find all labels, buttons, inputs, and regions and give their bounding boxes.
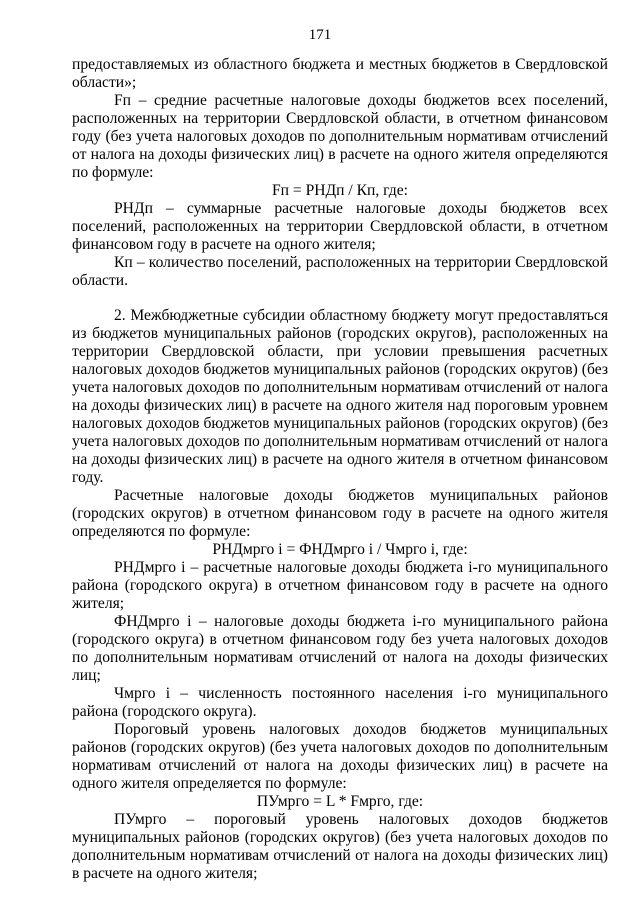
- paragraph-rndp-definition: РНДп – суммарные расчетные налоговые доходы бюджетов всех поселений, расположенных на территории Свердловской области, в отчетном финансовом году в расчете на одного жителя;: [72, 200, 608, 253]
- formula-fp: Fп = РНДп / Кп, где:: [271, 182, 408, 199]
- formula-rndmrgo: РНДмрго i = ФНДмрго i / Чмрго i, где:: [212, 541, 468, 558]
- paragraph-fndmrgo-definition: ФНДмрго i – налоговые доходы бюджета i-го муниципального района (городского округа) в отчетном финансовом году без учета налоговых доходов по дополнительным нормативам отчислений от налога на доходы физических лиц;: [72, 613, 608, 684]
- paragraph-chmrgo-definition: Чмрго i – численность постоянного населения i-го муниципального района (городского округа).: [72, 685, 608, 720]
- paragraph-fp-definition: Fп – средние расчетные налоговые доходы бюджетов всех поселений, расположенных на территории Свердловской области, в отчетном финансовом году (без учета налоговых доходов по дополнительным нормативам отчислений от налога на доходы физических лиц) в расчете на одного жителя определяются по формуле:: [72, 92, 608, 181]
- paragraph-rndmrgo-definition: РНДмрго i – расчетные налоговые доходы бюджета i-го муниципального района (городского округа) в отчетном финансовом году в расчете на одного жителя;: [72, 559, 608, 612]
- paragraph-kp-definition: Кп – количество поселений, расположенных на территории Свердловской области.: [72, 254, 608, 289]
- paragraph-calculated-income: Расчетные налоговые доходы бюджетов муниципальных районов (городских округов) в отчетном финансовом году в расчете на одного жителя определяются по формуле:: [72, 487, 608, 540]
- page-number: 171: [308, 27, 332, 43]
- document-body: [72, 56, 608, 883]
- paragraph-threshold-level: Пороговый уровень налоговых доходов бюджетов муниципальных районов (городских округов) (без учета налоговых доходов по дополнительным нормативам отчислений от налога на доходы физических лиц) в расчете на одного жителя определяется по формуле:: [72, 721, 608, 792]
- paragraph-continuation: предоставляемых из областного бюджета и местных бюджетов в Свердловской области»;: [72, 56, 608, 91]
- paragraph-section-2: 2. Межбюджетные субсидии областному бюджету могут предоставляться из бюджетов муниципальных районов (городских округов), расположенных на территории Свердловской области, при условии превышения расчетных налоговых доходов бюджетов муниципальных районов (городских округов) (без учета налоговых доходов по дополнительным нормативам отчислений от налога на доходы физических лиц) в расчете на одного жителя над пороговым уровнем налоговых доходов бюджетов муниципальных районов (городских округов) (без учета налоговых доходов по дополнительным нормативам отчислений от налога на доходы физических лиц) в расчете на одного жителя в отчетном финансовом году.: [72, 307, 608, 486]
- formula-pumrgo: ПУмрго = L * Fмрго, где:: [256, 793, 424, 810]
- paragraph-pumrgo-definition: ПУмрго – пороговый уровень налоговых доходов бюджетов муниципальных районов (городских округов) (без учета налоговых доходов по дополнительным нормативам отчислений от налога на доходы физических лиц) в расчете на одного жителя;: [72, 811, 608, 882]
